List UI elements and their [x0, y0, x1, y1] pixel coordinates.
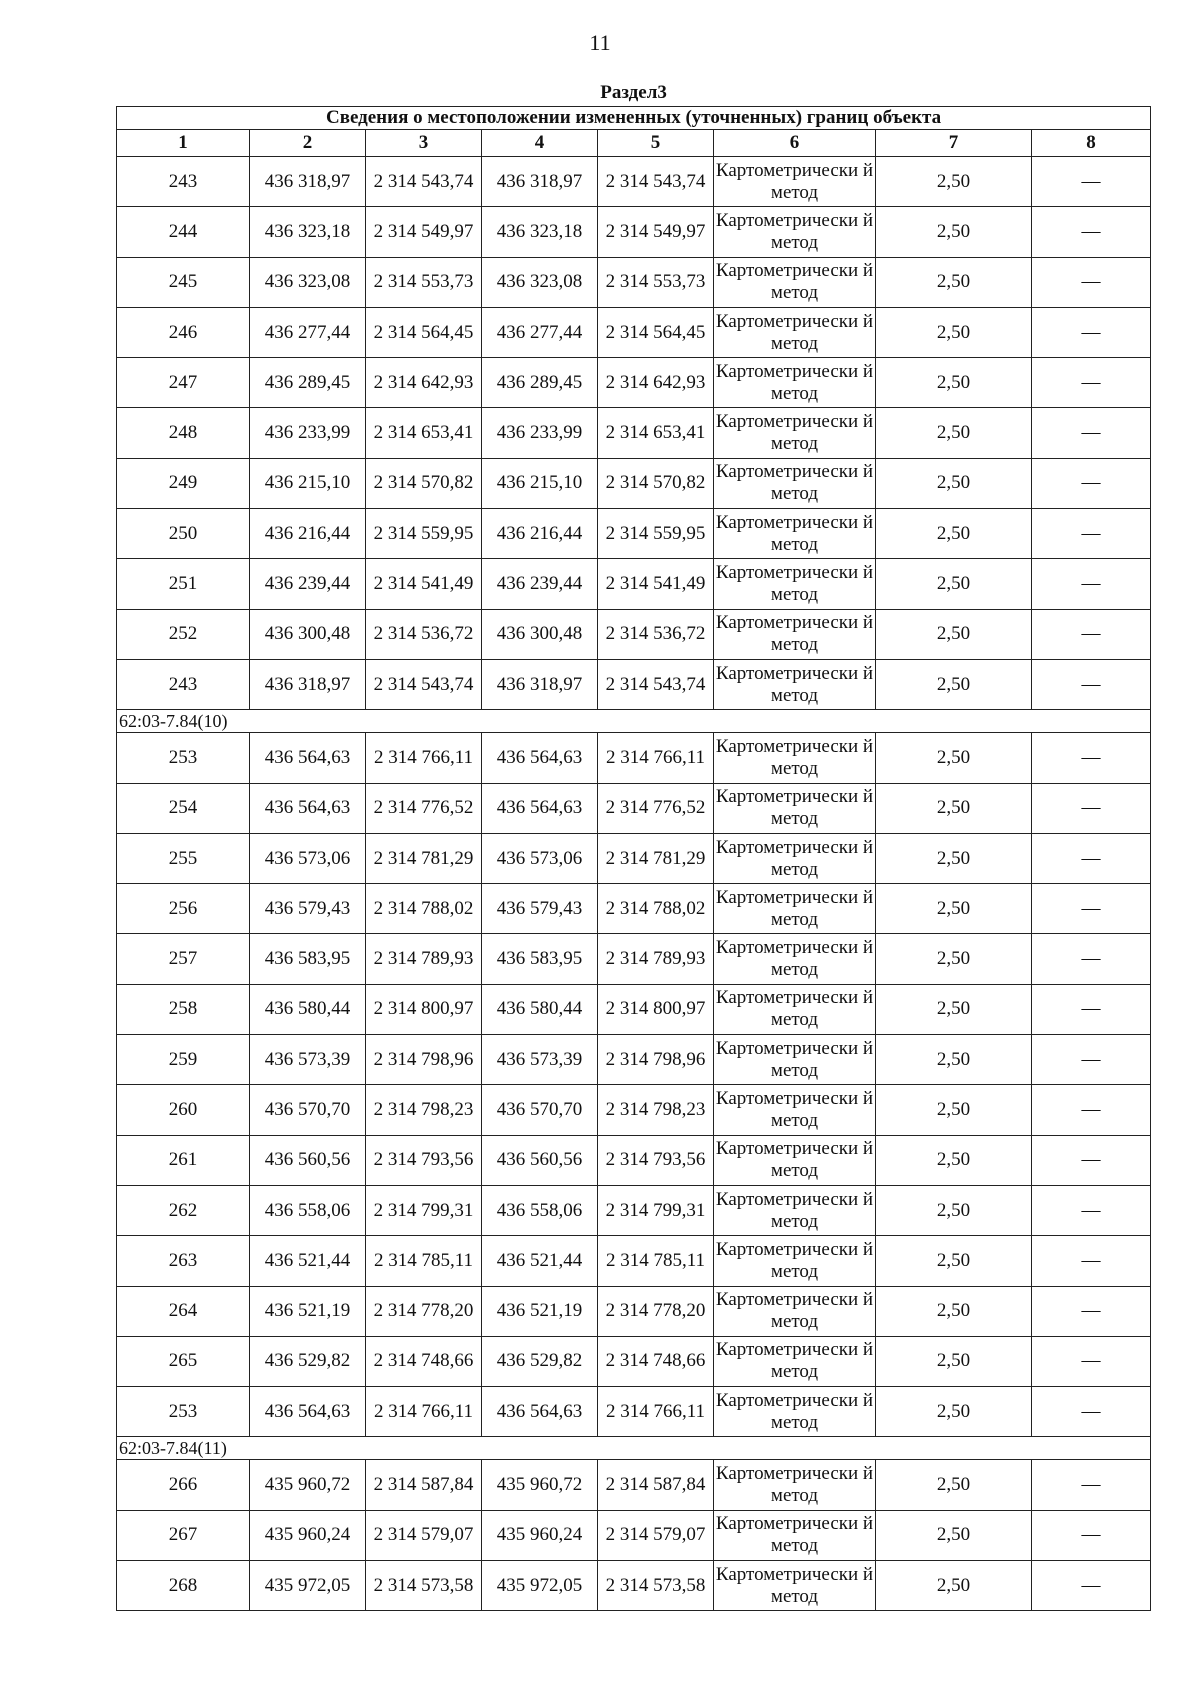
accuracy-cell: 2,50 [876, 984, 1032, 1034]
x-new-cell: 436 521,19 [482, 1286, 598, 1336]
y-new-cell: 2 314 543,74 [598, 659, 714, 709]
x-new-cell: 436 323,18 [482, 207, 598, 257]
description-cell: — [1032, 659, 1151, 709]
table-row [117, 1387, 1151, 1437]
accuracy-cell: 2,50 [876, 257, 1032, 307]
point-number-cell: 261 [117, 1135, 250, 1185]
group-label-row [117, 710, 1151, 733]
y-new-cell: 2 314 766,11 [598, 1387, 714, 1437]
accuracy-cell: 2,50 [876, 1561, 1032, 1611]
x-new-cell: 436 573,06 [482, 833, 598, 883]
description-cell: — [1032, 1561, 1151, 1611]
description-cell: — [1032, 458, 1151, 508]
description-cell: — [1032, 1236, 1151, 1286]
table-row [117, 1035, 1151, 1085]
table-row [117, 1561, 1151, 1611]
y-new-cell: 2 314 776,52 [598, 783, 714, 833]
y-existing-cell: 2 314 781,29 [366, 833, 482, 883]
x-existing-cell: 436 560,56 [250, 1135, 366, 1185]
description-cell: — [1032, 833, 1151, 883]
x-new-cell: 436 529,82 [482, 1336, 598, 1386]
y-existing-cell: 2 314 785,11 [366, 1236, 482, 1286]
point-number-cell: 257 [117, 934, 250, 984]
accuracy-cell: 2,50 [876, 559, 1032, 609]
y-new-cell: 2 314 785,11 [598, 1236, 714, 1286]
y-existing-cell: 2 314 793,56 [366, 1135, 482, 1185]
accuracy-cell: 2,50 [876, 157, 1032, 207]
x-new-cell: 436 573,39 [482, 1035, 598, 1085]
accuracy-cell: 2,50 [876, 509, 1032, 559]
table-row [117, 1236, 1151, 1286]
column-number-row [117, 130, 1151, 157]
method-cell: Картометрически й метод [714, 559, 876, 609]
x-new-cell: 436 579,43 [482, 884, 598, 934]
section-heading: Сведения о местоположении измененных (уточненных) границ объекта [117, 107, 1151, 130]
x-existing-cell: 436 521,44 [250, 1236, 366, 1286]
x-new-cell: 436 215,10 [482, 458, 598, 508]
x-existing-cell: 435 960,72 [250, 1460, 366, 1510]
description-cell: — [1032, 1035, 1151, 1085]
x-new-cell: 435 960,24 [482, 1510, 598, 1560]
description-cell: — [1032, 1135, 1151, 1185]
x-existing-cell: 436 573,39 [250, 1035, 366, 1085]
y-existing-cell: 2 314 541,49 [366, 559, 482, 609]
y-existing-cell: 2 314 549,97 [366, 207, 482, 257]
x-new-cell: 436 323,08 [482, 257, 598, 307]
point-number-cell: 249 [117, 458, 250, 508]
method-cell: Картометрически й метод [714, 733, 876, 783]
x-new-cell: 435 960,72 [482, 1460, 598, 1510]
column-number: 2 [250, 130, 366, 157]
x-new-cell: 436 558,06 [482, 1185, 598, 1235]
description-cell: — [1032, 207, 1151, 257]
table-row [117, 659, 1151, 709]
table-row [117, 559, 1151, 609]
column-number: 8 [1032, 130, 1151, 157]
group-label: 62:03-7.84(10) [117, 710, 1151, 733]
y-existing-cell: 2 314 800,97 [366, 984, 482, 1034]
method-cell: Картометрически й метод [714, 1510, 876, 1560]
y-new-cell: 2 314 778,20 [598, 1286, 714, 1336]
description-cell: — [1032, 609, 1151, 659]
x-new-cell: 436 289,45 [482, 358, 598, 408]
x-new-cell: 436 560,56 [482, 1135, 598, 1185]
y-existing-cell: 2 314 788,02 [366, 884, 482, 934]
table-row [117, 509, 1151, 559]
y-new-cell: 2 314 800,97 [598, 984, 714, 1034]
point-number-cell: 251 [117, 559, 250, 609]
y-existing-cell: 2 314 789,93 [366, 934, 482, 984]
table-row [117, 1286, 1151, 1336]
point-number-cell: 266 [117, 1460, 250, 1510]
x-existing-cell: 436 323,18 [250, 207, 366, 257]
description-cell: — [1032, 934, 1151, 984]
table-row [117, 1085, 1151, 1135]
description-cell: — [1032, 783, 1151, 833]
method-cell: Картометрически й метод [714, 609, 876, 659]
x-existing-cell: 436 215,10 [250, 458, 366, 508]
x-new-cell: 436 318,97 [482, 157, 598, 207]
y-new-cell: 2 314 559,95 [598, 509, 714, 559]
x-new-cell: 436 300,48 [482, 609, 598, 659]
accuracy-cell: 2,50 [876, 783, 1032, 833]
table-row [117, 733, 1151, 783]
point-number-cell: 258 [117, 984, 250, 1034]
y-existing-cell: 2 314 766,11 [366, 1387, 482, 1437]
table-row [117, 884, 1151, 934]
table-row [117, 1185, 1151, 1235]
y-new-cell: 2 314 541,49 [598, 559, 714, 609]
x-new-cell: 436 216,44 [482, 509, 598, 559]
y-existing-cell: 2 314 798,23 [366, 1085, 482, 1135]
description-cell: — [1032, 884, 1151, 934]
y-new-cell: 2 314 799,31 [598, 1185, 714, 1235]
x-existing-cell: 436 579,43 [250, 884, 366, 934]
method-cell: Картометрически й метод [714, 1336, 876, 1386]
x-existing-cell: 436 318,97 [250, 157, 366, 207]
accuracy-cell: 2,50 [876, 408, 1032, 458]
method-cell: Картометрически й метод [714, 1035, 876, 1085]
method-cell: Картометрически й метод [714, 833, 876, 883]
point-number-cell: 250 [117, 509, 250, 559]
description-cell: — [1032, 1387, 1151, 1437]
x-new-cell: 436 564,63 [482, 1387, 598, 1437]
column-number: 1 [117, 130, 250, 157]
y-existing-cell: 2 314 748,66 [366, 1336, 482, 1386]
accuracy-cell: 2,50 [876, 1135, 1032, 1185]
y-existing-cell: 2 314 798,96 [366, 1035, 482, 1085]
x-existing-cell: 436 233,99 [250, 408, 366, 458]
y-new-cell: 2 314 793,56 [598, 1135, 714, 1185]
point-number-cell: 247 [117, 358, 250, 408]
y-new-cell: 2 314 587,84 [598, 1460, 714, 1510]
y-existing-cell: 2 314 579,07 [366, 1510, 482, 1560]
y-existing-cell: 2 314 543,74 [366, 157, 482, 207]
y-existing-cell: 2 314 587,84 [366, 1460, 482, 1510]
x-new-cell: 436 277,44 [482, 307, 598, 357]
table-row [117, 1460, 1151, 1510]
description-cell: — [1032, 1510, 1151, 1560]
description-cell: — [1032, 1085, 1151, 1135]
x-new-cell: 436 583,95 [482, 934, 598, 984]
method-cell: Картометрически й метод [714, 1185, 876, 1235]
y-new-cell: 2 314 570,82 [598, 458, 714, 508]
table-row [117, 1336, 1151, 1386]
group-label: 62:03-7.84(11) [117, 1437, 1151, 1460]
y-new-cell: 2 314 549,97 [598, 207, 714, 257]
accuracy-cell: 2,50 [876, 1336, 1032, 1386]
accuracy-cell: 2,50 [876, 1460, 1032, 1510]
x-new-cell: 436 318,97 [482, 659, 598, 709]
point-number-cell: 255 [117, 833, 250, 883]
table-row [117, 934, 1151, 984]
description-cell: — [1032, 157, 1151, 207]
accuracy-cell: 2,50 [876, 934, 1032, 984]
y-new-cell: 2 314 788,02 [598, 884, 714, 934]
group-label-row [117, 1437, 1151, 1460]
x-existing-cell: 436 583,95 [250, 934, 366, 984]
accuracy-cell: 2,50 [876, 207, 1032, 257]
x-new-cell: 436 564,63 [482, 733, 598, 783]
method-cell: Картометрически й метод [714, 358, 876, 408]
y-existing-cell: 2 314 778,20 [366, 1286, 482, 1336]
method-cell: Картометрически й метод [714, 207, 876, 257]
description-cell: — [1032, 1460, 1151, 1510]
accuracy-cell: 2,50 [876, 609, 1032, 659]
y-new-cell: 2 314 579,07 [598, 1510, 714, 1560]
description-cell: — [1032, 559, 1151, 609]
point-number-cell: 256 [117, 884, 250, 934]
table-row [117, 408, 1151, 458]
y-existing-cell: 2 314 766,11 [366, 733, 482, 783]
method-cell: Картометрически й метод [714, 257, 876, 307]
x-existing-cell: 436 580,44 [250, 984, 366, 1034]
y-new-cell: 2 314 798,23 [598, 1085, 714, 1135]
page-number: 11 [589, 30, 611, 55]
method-cell: Картометрически й метод [714, 458, 876, 508]
method-cell: Картометрически й метод [714, 1561, 876, 1611]
point-number-cell: 252 [117, 609, 250, 659]
method-cell: Картометрически й метод [714, 509, 876, 559]
accuracy-cell: 2,50 [876, 307, 1032, 357]
x-existing-cell: 436 564,63 [250, 1387, 366, 1437]
point-number-cell: 267 [117, 1510, 250, 1560]
x-existing-cell: 435 972,05 [250, 1561, 366, 1611]
x-existing-cell: 436 558,06 [250, 1185, 366, 1235]
description-cell: — [1032, 408, 1151, 458]
y-existing-cell: 2 314 553,73 [366, 257, 482, 307]
method-cell: Картометрически й метод [714, 934, 876, 984]
y-existing-cell: 2 314 799,31 [366, 1185, 482, 1235]
column-number: 6 [714, 130, 876, 157]
description-cell: — [1032, 509, 1151, 559]
description-cell: — [1032, 257, 1151, 307]
y-new-cell: 2 314 573,58 [598, 1561, 714, 1611]
point-number-cell: 245 [117, 257, 250, 307]
point-number-cell: 265 [117, 1336, 250, 1386]
x-new-cell: 436 570,70 [482, 1085, 598, 1135]
x-existing-cell: 436 216,44 [250, 509, 366, 559]
x-existing-cell: 436 570,70 [250, 1085, 366, 1135]
point-number-cell: 243 [117, 157, 250, 207]
x-new-cell: 436 580,44 [482, 984, 598, 1034]
y-new-cell: 2 314 766,11 [598, 733, 714, 783]
table-row [117, 1135, 1151, 1185]
x-new-cell: 436 233,99 [482, 408, 598, 458]
accuracy-cell: 2,50 [876, 1286, 1032, 1336]
y-existing-cell: 2 314 776,52 [366, 783, 482, 833]
x-existing-cell: 436 529,82 [250, 1336, 366, 1386]
point-number-cell: 253 [117, 733, 250, 783]
x-new-cell: 436 564,63 [482, 783, 598, 833]
y-new-cell: 2 314 642,93 [598, 358, 714, 408]
accuracy-cell: 2,50 [876, 458, 1032, 508]
method-cell: Картометрически й метод [714, 783, 876, 833]
x-existing-cell: 436 573,06 [250, 833, 366, 883]
x-new-cell: 435 972,05 [482, 1561, 598, 1611]
accuracy-cell: 2,50 [876, 884, 1032, 934]
y-new-cell: 2 314 653,41 [598, 408, 714, 458]
accuracy-cell: 2,50 [876, 733, 1032, 783]
method-cell: Картометрически й метод [714, 157, 876, 207]
description-cell: — [1032, 358, 1151, 408]
y-new-cell: 2 314 781,29 [598, 833, 714, 883]
table-row [117, 358, 1151, 408]
method-cell: Картометрически й метод [714, 1085, 876, 1135]
x-existing-cell: 436 300,48 [250, 609, 366, 659]
y-new-cell: 2 314 789,93 [598, 934, 714, 984]
point-number-cell: 262 [117, 1185, 250, 1235]
coordinates-table [116, 80, 1151, 1611]
y-existing-cell: 2 314 573,58 [366, 1561, 482, 1611]
column-number: 3 [366, 130, 482, 157]
y-new-cell: 2 314 748,66 [598, 1336, 714, 1386]
y-existing-cell: 2 314 564,45 [366, 307, 482, 357]
accuracy-cell: 2,50 [876, 1085, 1032, 1135]
table-row [117, 609, 1151, 659]
section-title: Раздел3 [600, 82, 667, 103]
point-number-cell: 263 [117, 1236, 250, 1286]
method-cell: Картометрически й метод [714, 884, 876, 934]
accuracy-cell: 2,50 [876, 833, 1032, 883]
x-existing-cell: 436 289,45 [250, 358, 366, 408]
x-new-cell: 436 521,44 [482, 1236, 598, 1286]
point-number-cell: 268 [117, 1561, 250, 1611]
accuracy-cell: 2,50 [876, 358, 1032, 408]
description-cell: — [1032, 1185, 1151, 1235]
table-row [117, 458, 1151, 508]
x-existing-cell: 436 521,19 [250, 1286, 366, 1336]
point-number-cell: 264 [117, 1286, 250, 1336]
accuracy-cell: 2,50 [876, 659, 1032, 709]
point-number-cell: 253 [117, 1387, 250, 1437]
table-row [117, 207, 1151, 257]
method-cell: Картометрически й метод [714, 984, 876, 1034]
x-existing-cell: 436 323,08 [250, 257, 366, 307]
point-number-cell: 243 [117, 659, 250, 709]
x-existing-cell: 436 318,97 [250, 659, 366, 709]
x-existing-cell: 435 960,24 [250, 1510, 366, 1560]
method-cell: Картометрически й метод [714, 307, 876, 357]
point-number-cell: 248 [117, 408, 250, 458]
table-row [117, 157, 1151, 207]
table-row [117, 783, 1151, 833]
y-existing-cell: 2 314 543,74 [366, 659, 482, 709]
table-row [117, 1510, 1151, 1560]
x-existing-cell: 436 564,63 [250, 733, 366, 783]
x-existing-cell: 436 564,63 [250, 783, 366, 833]
table-row [117, 833, 1151, 883]
method-cell: Картометрически й метод [714, 1236, 876, 1286]
table-body [117, 157, 1151, 1611]
table-row [117, 307, 1151, 357]
description-cell: — [1032, 307, 1151, 357]
point-number-cell: 244 [117, 207, 250, 257]
x-new-cell: 436 239,44 [482, 559, 598, 609]
point-number-cell: 259 [117, 1035, 250, 1085]
method-cell: Картометрически й метод [714, 659, 876, 709]
y-existing-cell: 2 314 653,41 [366, 408, 482, 458]
accuracy-cell: 2,50 [876, 1185, 1032, 1235]
table-row [117, 257, 1151, 307]
point-number-cell: 254 [117, 783, 250, 833]
y-new-cell: 2 314 543,74 [598, 157, 714, 207]
point-number-cell: 246 [117, 307, 250, 357]
accuracy-cell: 2,50 [876, 1035, 1032, 1085]
accuracy-cell: 2,50 [876, 1510, 1032, 1560]
description-cell: — [1032, 984, 1151, 1034]
table-row [117, 984, 1151, 1034]
y-existing-cell: 2 314 536,72 [366, 609, 482, 659]
description-cell: — [1032, 1336, 1151, 1386]
x-existing-cell: 436 239,44 [250, 559, 366, 609]
method-cell: Картометрически й метод [714, 1286, 876, 1336]
method-cell: Картометрически й метод [714, 1135, 876, 1185]
point-number-cell: 260 [117, 1085, 250, 1135]
y-new-cell: 2 314 553,73 [598, 257, 714, 307]
y-existing-cell: 2 314 642,93 [366, 358, 482, 408]
method-cell: Картометрически й метод [714, 1460, 876, 1510]
description-cell: — [1032, 733, 1151, 783]
x-existing-cell: 436 277,44 [250, 307, 366, 357]
accuracy-cell: 2,50 [876, 1236, 1032, 1286]
y-new-cell: 2 314 798,96 [598, 1035, 714, 1085]
y-existing-cell: 2 314 559,95 [366, 509, 482, 559]
y-existing-cell: 2 314 570,82 [366, 458, 482, 508]
method-cell: Картометрически й метод [714, 408, 876, 458]
accuracy-cell: 2,50 [876, 1387, 1032, 1437]
column-number: 7 [876, 130, 1032, 157]
column-number: 5 [598, 130, 714, 157]
column-number: 4 [482, 130, 598, 157]
method-cell: Картометрически й метод [714, 1387, 876, 1437]
y-new-cell: 2 314 536,72 [598, 609, 714, 659]
description-cell: — [1032, 1286, 1151, 1336]
y-new-cell: 2 314 564,45 [598, 307, 714, 357]
